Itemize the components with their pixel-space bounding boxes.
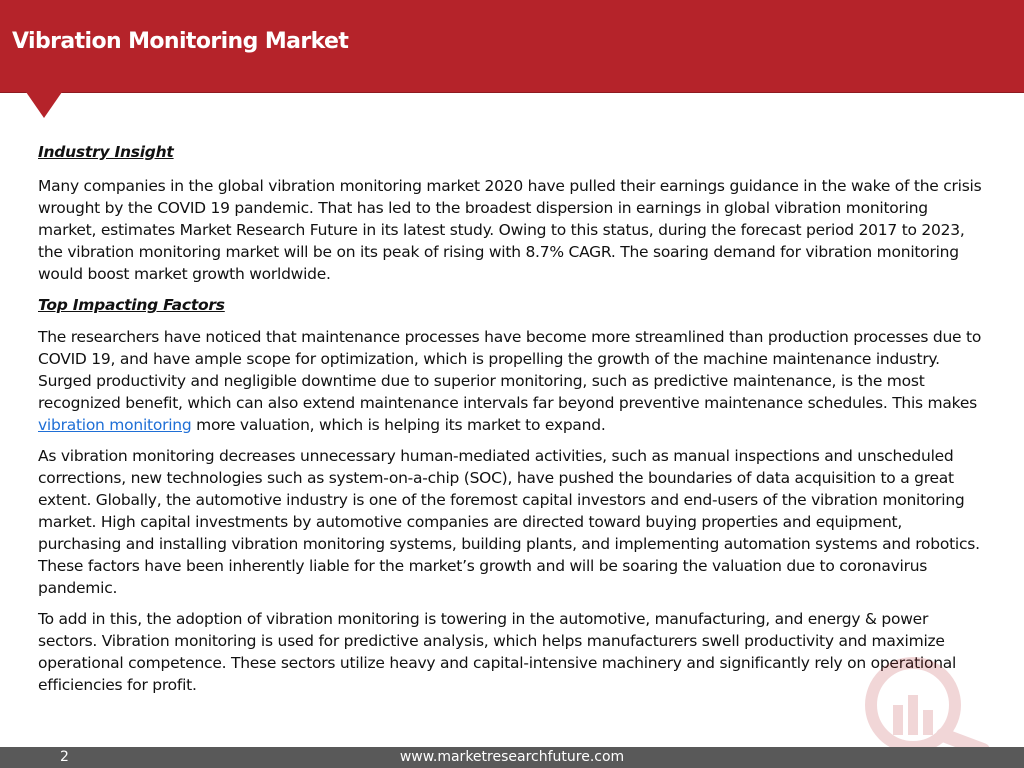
- slide-header: [0, 0, 1024, 93]
- vibration-monitoring-link[interactable]: vibration monitoring: [38, 416, 192, 434]
- slide-content: [38, 141, 988, 705]
- factors-paragraph-3: To add in this, the adoption of vibration monitoring is towering in the automotive, manufacturing, and energy & power sectors. Vibration monitoring is used for predictive analysis, which helps manufacturers swell productivity and maximize operational competence. These sectors utilize heavy and capital-intensive machinery and significantly rely on operational efficiencies for profit.: [38, 610, 957, 694]
- factors-paragraph-2: As vibration monitoring decreases unnecessary human-mediated activities, such as manual inspections and unscheduled corrections, new technologies such as system-on-a-chip (SOC), have pushed the boundaries of data acquisition to a great extent. Globally, the automotive industry is one of the foremost capital investors and end-users of the vibration monitoring market. High capital investments by automotive companies are directed toward buying properties and equipment, purchasing and installing vibration monitoring systems, building plants, and implementing automation systems and robotics. These factors have been inherently liable for the market’s growth and will be soaring the valuation due to coronavirus pandemic.: [38, 447, 980, 597]
- top-impacting-factors-heading: Top Impacting Factors: [38, 296, 225, 314]
- factors-paragraph-1-text-before: The researchers have noticed that maintenance processes have become more streamlined than production processes due to COVID 19, and have ample scope for optimization, which is propelling the growth of the machine maintenance industry. Surged productivity and negligible downtime due to superior monitoring, such as predictive maintenance, is the most recognized benefit, which can also extend maintenance intervals far beyond preventive maintenance schedules. This makes: [38, 328, 982, 412]
- factors-paragraph-1: [38, 326, 988, 436]
- page-number: 2: [60, 749, 69, 765]
- industry-insight-heading: Industry Insight: [38, 143, 174, 161]
- slide-footer: [0, 747, 1024, 768]
- slide-title: Vibration Monitoring Market: [12, 29, 349, 54]
- industry-insight-paragraph: Many companies in the global vibration monitoring market 2020 have pulled their earnings guidance in the wake of the crisis wrought by the COVID 19 pandemic. That has led to the broadest dispersion in earnings in global vibration monitoring market, estimates Market Research Future in its latest study. Owing to this status, during the forecast period 2017 to 2023, the vibration monitoring market will be on its peak of rising with 8.7% CAGR. The soaring demand for vibration monitoring would boost market growth worldwide.: [38, 177, 982, 283]
- footer-url: www.marketresearchfuture.com: [399, 749, 625, 765]
- factors-paragraph-1-text-after: more valuation, which is helping its market to expand.: [196, 416, 606, 434]
- header-pointer: [26, 92, 62, 118]
